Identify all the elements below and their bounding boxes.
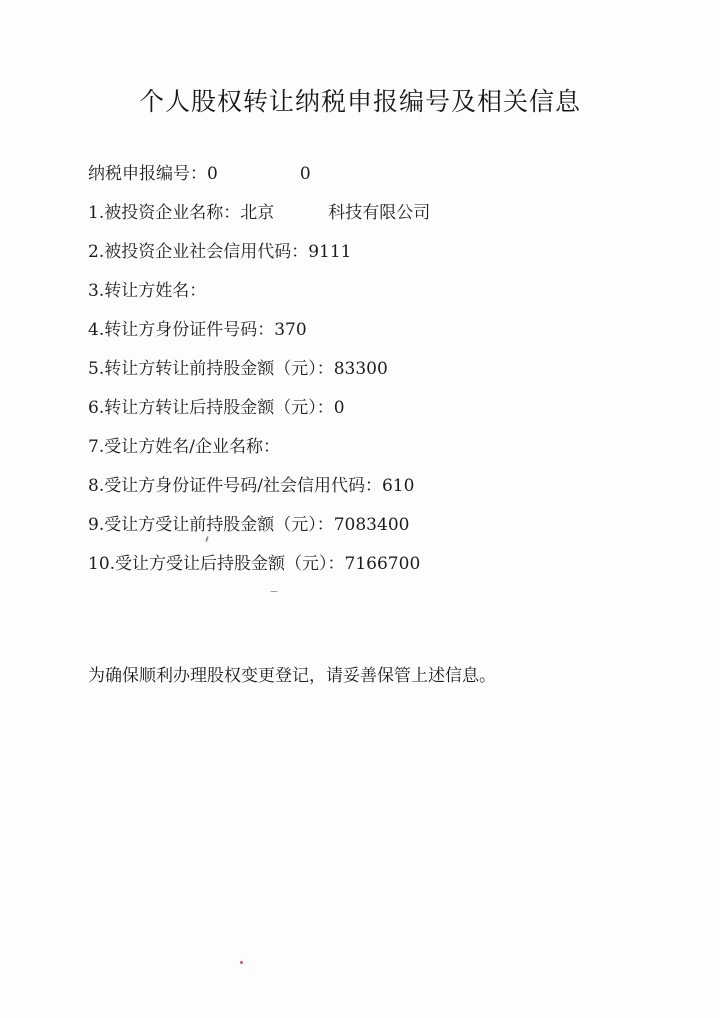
field-investee-credit-code bbox=[88, 238, 688, 277]
field-transferor-amount-before bbox=[88, 355, 688, 394]
field-label: 3.转让方姓名： bbox=[88, 281, 207, 301]
field-transferee-amount-after bbox=[88, 550, 688, 589]
field-label: 4.转让方身份证件号码： bbox=[88, 320, 275, 340]
field-value: 7083400 bbox=[333, 515, 410, 535]
field-label: 2.被投资企业社会信用代码： bbox=[88, 242, 309, 262]
field-label: 9.受让方受让前持股金额（元）： bbox=[88, 515, 334, 535]
field-label: 10.受让方受让后持股金额（元）： bbox=[88, 554, 345, 574]
field-value: 370 bbox=[274, 320, 307, 340]
field-transferor-amount-after bbox=[88, 394, 688, 433]
field-value-prefix: 0 bbox=[207, 164, 218, 184]
field-value: 9111 bbox=[308, 242, 352, 262]
field-label: 纳税申报编号： bbox=[88, 164, 207, 184]
field-transferor-name bbox=[88, 277, 688, 316]
scan-speck bbox=[270, 591, 278, 592]
field-list bbox=[88, 160, 688, 589]
document-title: 个人股权转让纳税申报编号及相关信息 bbox=[138, 87, 581, 116]
field-value: 610 bbox=[381, 476, 415, 496]
field-label: 7.受让方姓名/企业名称： bbox=[88, 437, 280, 457]
field-value: 83300 bbox=[333, 359, 388, 379]
field-transferee-id-or-credit-code bbox=[88, 472, 688, 511]
field-value-suffix: 科技有限公司 bbox=[328, 203, 431, 223]
field-filing-number bbox=[88, 160, 688, 199]
field-value: 0 bbox=[333, 398, 345, 418]
field-investee-company-name bbox=[88, 199, 688, 238]
field-value-prefix: 北京 bbox=[240, 203, 275, 223]
field-label: 1.被投资企业名称： bbox=[88, 203, 241, 223]
field-label: 5.转让方转让前持股金额（元）： bbox=[88, 359, 334, 379]
field-label: 8.受让方身份证件号码/社会信用代码： bbox=[88, 476, 382, 496]
field-value-suffix: 0 bbox=[299, 164, 311, 184]
footer-note: 为确保顺利办理股权变更登记，请妥善保管上述信息。 bbox=[88, 666, 496, 686]
field-transferee-name bbox=[88, 433, 688, 472]
scan-speck bbox=[240, 961, 243, 964]
field-label: 6.转让方转让后持股金额（元）： bbox=[88, 398, 334, 418]
field-transferor-id-number bbox=[88, 316, 688, 355]
field-transferee-amount-before bbox=[88, 511, 688, 550]
field-value: 7166700 bbox=[344, 554, 421, 574]
